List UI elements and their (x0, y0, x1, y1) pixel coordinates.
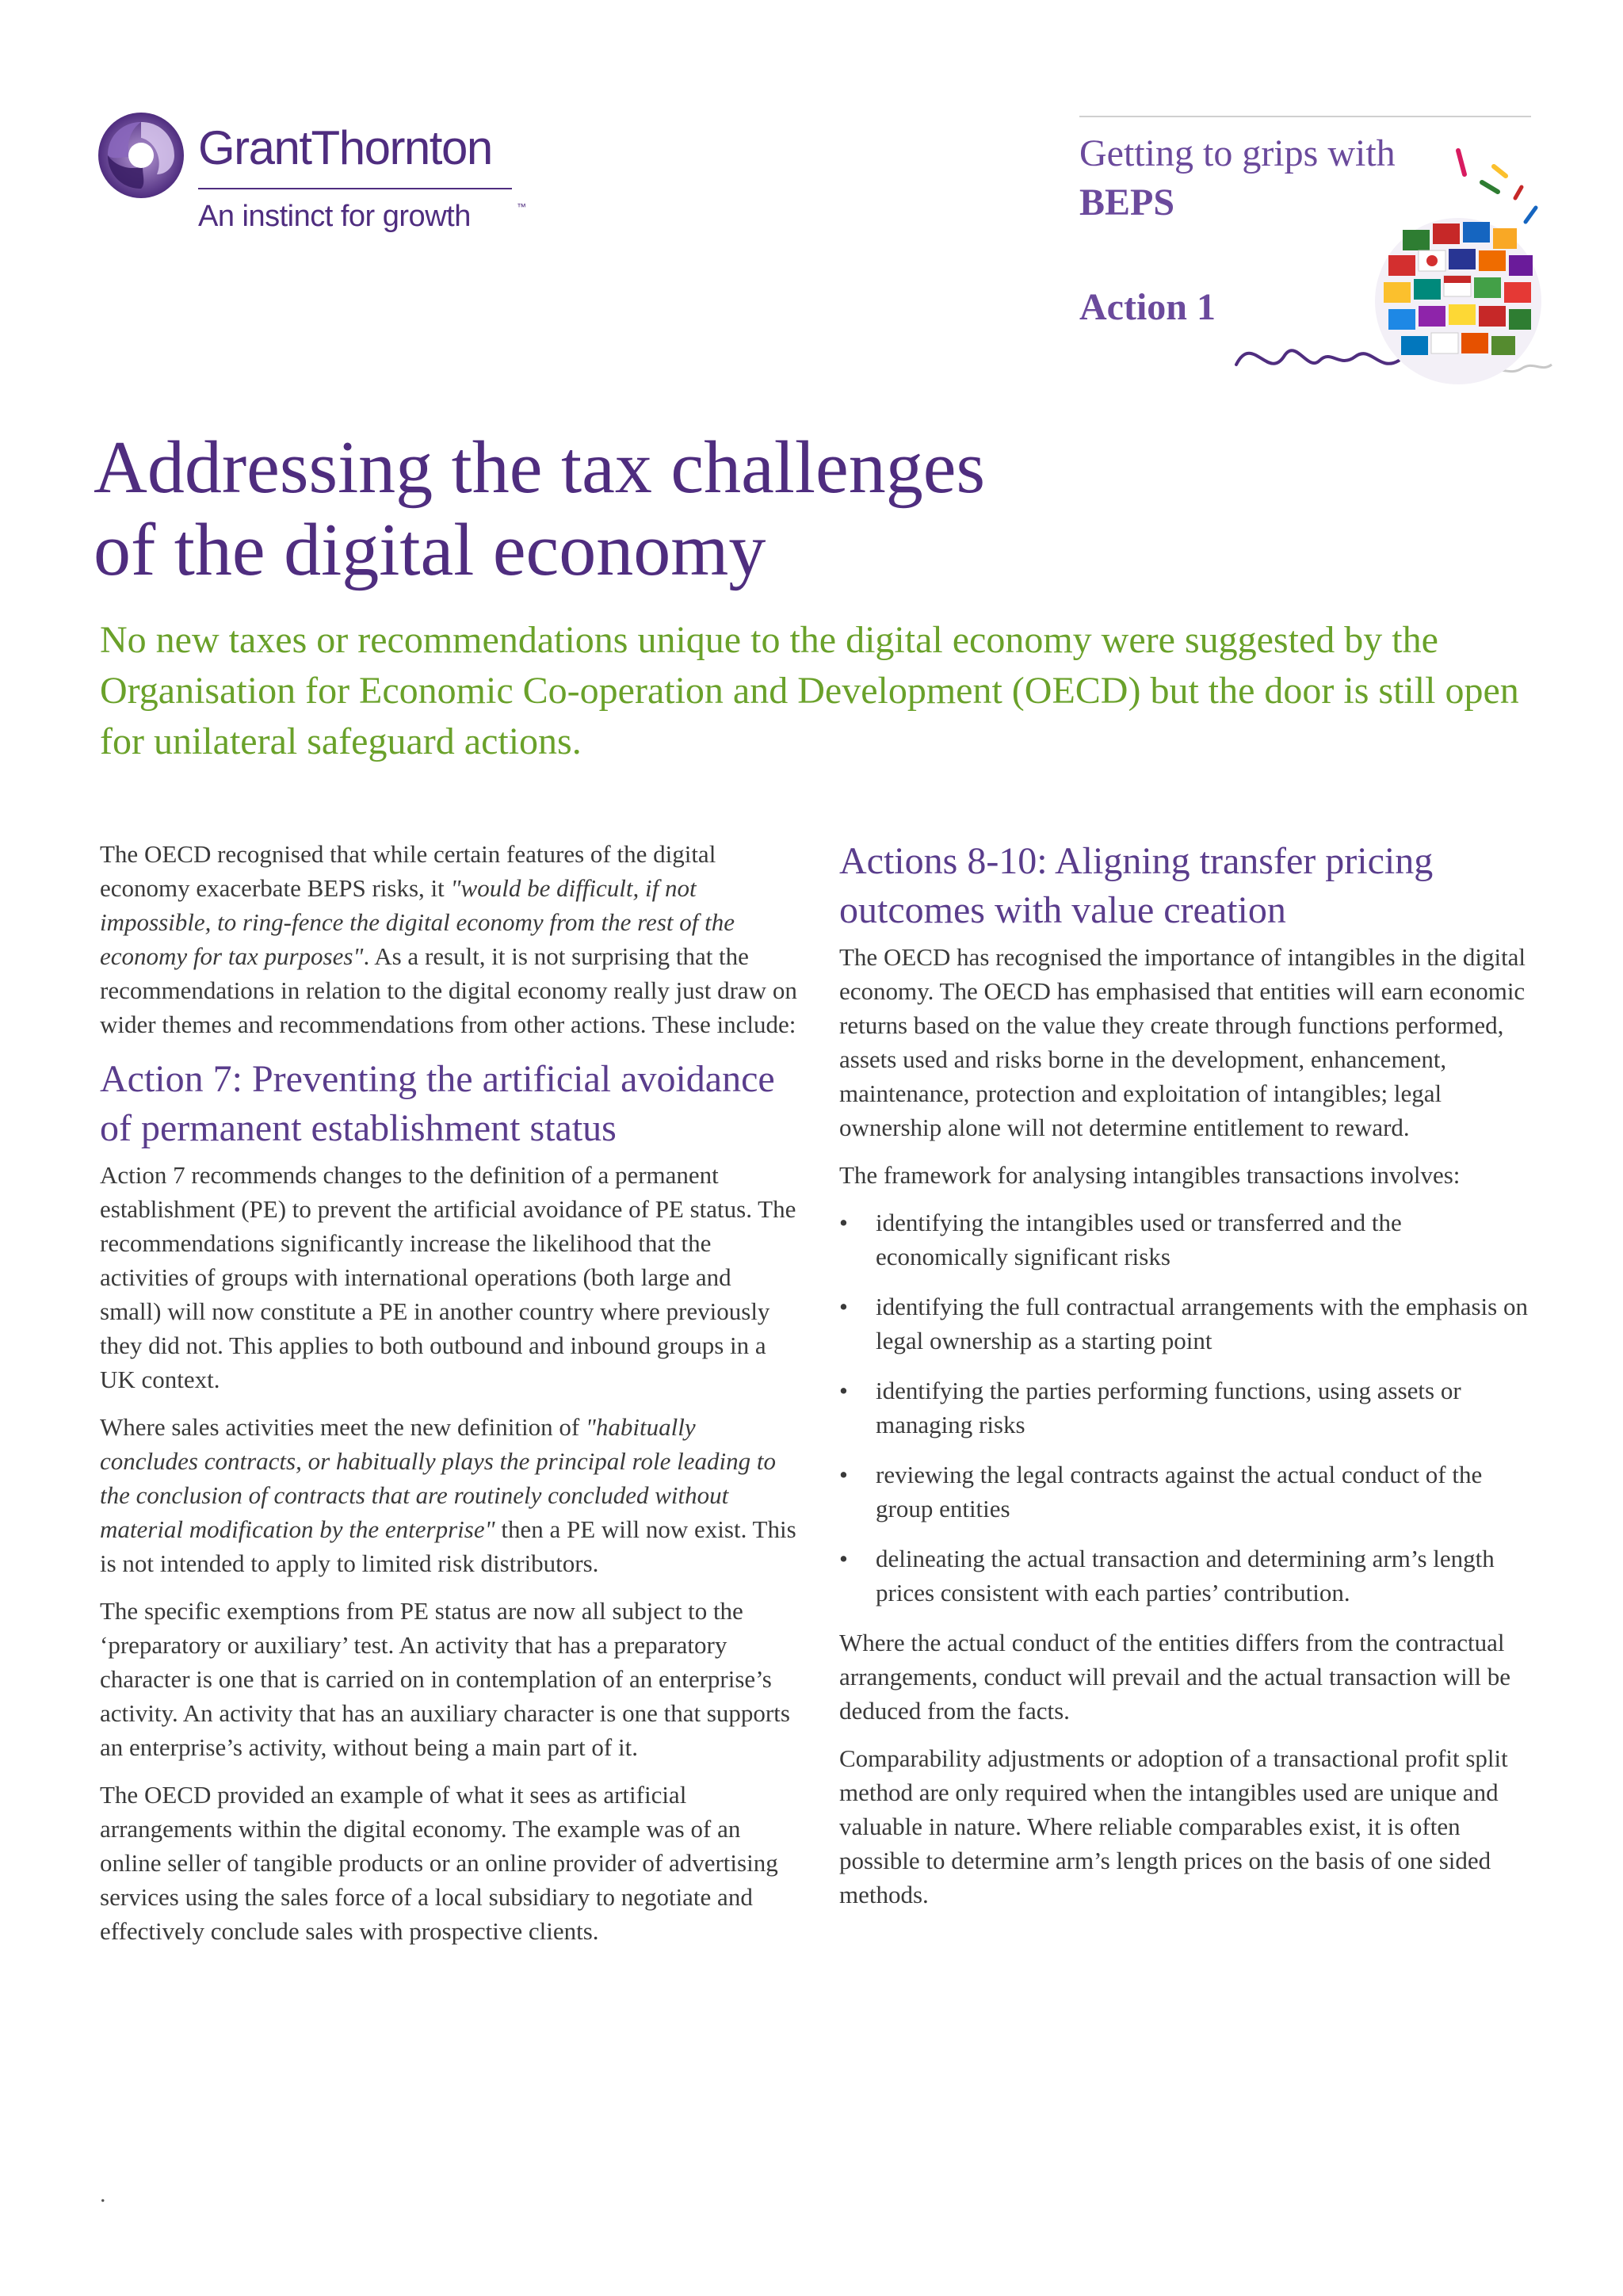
list-item-text: identifying the parties performing functions, using assets or managing risks (876, 1377, 1461, 1438)
action-7-paragraph-2 (100, 1410, 797, 1580)
actions-8-10-paragraph-2: The framework for analysing intangibles transactions involves: (839, 1161, 1461, 1189)
actions-8-10-paragraph-3: Where the actual conduct of the entities differs from the contractual arrangements, conduct will prevail and the actual transaction will be deduced from the facts. (839, 1629, 1511, 1725)
title-line-1: Addressing the tax challenges (94, 426, 986, 509)
logo-divider (198, 188, 512, 189)
actions-8-10-paragraph-4: Comparability adjustments or adoption of a transactional profit split method are only required when the intangibles used are unique and valuable in nature. Where reliable comparables exist, it is often possible to determine arm’s length prices on the basis of one sided methods. (839, 1744, 1508, 1908)
bullet-icon: • (839, 1293, 848, 1320)
action-number: Action 1 (1079, 286, 1216, 328)
list-item (839, 1373, 1529, 1442)
intro-quote: "would be difficult, if not impossible, to ring-fence the digital economy from the rest of the economy for tax purposes" (100, 874, 735, 970)
framework-list (839, 1205, 1529, 1610)
flag-globe-illustration (1220, 135, 1553, 396)
footer-mark: . (100, 2181, 106, 2207)
series-divider (1079, 116, 1531, 117)
grant-thornton-logo (97, 111, 540, 246)
action-7-paragraph-4: The OECD provided an example of what it sees as artificial arrangements within the digital economy. The example was of an online seller of tangible products or an online provider of advertising services using the sales force of a local subsidiary to negotiate and effectively conclude sales with prospective clients. (100, 1781, 778, 1945)
list-item (839, 1289, 1529, 1358)
bullet-icon: • (839, 1377, 848, 1404)
action-7-heading: Action 7: Preventing the artificial avoidance of permanent establishment status (100, 1058, 775, 1149)
actions-8-10-paragraph-1: The OECD has recognised the importance of intangibles in the digital economy. The OECD has emphasised that entities will earn economic returns based on the value they create through functions performed, assets used and risks borne in the development, enhancement, maintenance, protection and exploitation of intangibles; legal ownership alone will not determine entitlement to reward. (839, 943, 1526, 1141)
list-item-text: delineating the actual transaction and determining arm’s length prices consistent with each parties’ contribution. (876, 1545, 1495, 1606)
list-item (839, 1457, 1529, 1526)
series-label: Getting to grips with (1079, 132, 1396, 174)
logo-trademark: ™ (517, 201, 526, 212)
intro-text: The OECD recognised that while certain features of the digital economy exacerbate BEPS risks, it (100, 840, 716, 902)
p2-text: Where sales activities meet the new definition of (100, 1413, 586, 1441)
action-7-paragraph-1: Action 7 recommends changes to the definition of a permanent establishment (PE) to prevent the artificial avoidance of PE status. The recommendations significantly increase the likelihood that the activities of groups with international operations (both large and small) will now constitute a PE in another country where previously they did not. This applies to both outbound and inbound groups in a UK context. (100, 1161, 796, 1393)
bullet-icon: • (839, 1209, 848, 1236)
bullet-icon: • (839, 1545, 848, 1572)
list-item (839, 1541, 1529, 1610)
bullet-icon: • (839, 1461, 848, 1488)
subtitle: No new taxes or recommendations unique to the digital economy were suggested by the Organisation for Economic Co-operation and Development (OECD) but the door is still open for unilateral safeguard actions. (100, 619, 1519, 762)
p2-text-cont: then a PE will now exist. This is not intended to apply to limited risk distributors. (100, 1515, 796, 1577)
list-item (839, 1205, 1529, 1274)
list-item-text: reviewing the legal contracts against the actual conduct of the group entities (876, 1461, 1483, 1522)
action-7-paragraph-3: The specific exemptions from PE status are now all subject to the ‘preparatory or auxiliary’ test. An activity that has a preparatory character is one that is carried on in contemplation of an enterprise’s activity. An activity that has an auxiliary character is one that supports an enterprise’s activity, without being a main part of it. (100, 1597, 790, 1761)
list-item-text: identifying the intangibles used or transferred and the economically significant risks (876, 1209, 1402, 1270)
series-name: BEPS (1079, 181, 1175, 223)
left-column (100, 837, 797, 1962)
title-line-2: of the digital economy (94, 509, 766, 591)
list-item-text: identifying the full contractual arrangements with the emphasis on legal ownership as a starting point (876, 1293, 1528, 1354)
right-column (839, 837, 1529, 1925)
intro-text-cont: . As a result, it is not surprising that the recommendations in relation to the digital economy really just draw on wider themes and recommendations from other actions. These include: (100, 942, 797, 1038)
p2-quote: "habitually concludes contracts, or habitually plays the principal role leading to the conclusion of contracts that are routinely concluded without material modification by the enterprise" (100, 1413, 776, 1543)
logo-wordmark: GrantThornton (198, 121, 492, 174)
page-title (94, 426, 1282, 591)
logo-tagline: An instinct for growth (198, 200, 471, 233)
logo-swirl-icon (97, 111, 185, 200)
intro-paragraph (100, 837, 797, 1041)
actions-8-10-heading: Actions 8-10: Aligning transfer pricing outcomes with value creation (839, 840, 1434, 931)
